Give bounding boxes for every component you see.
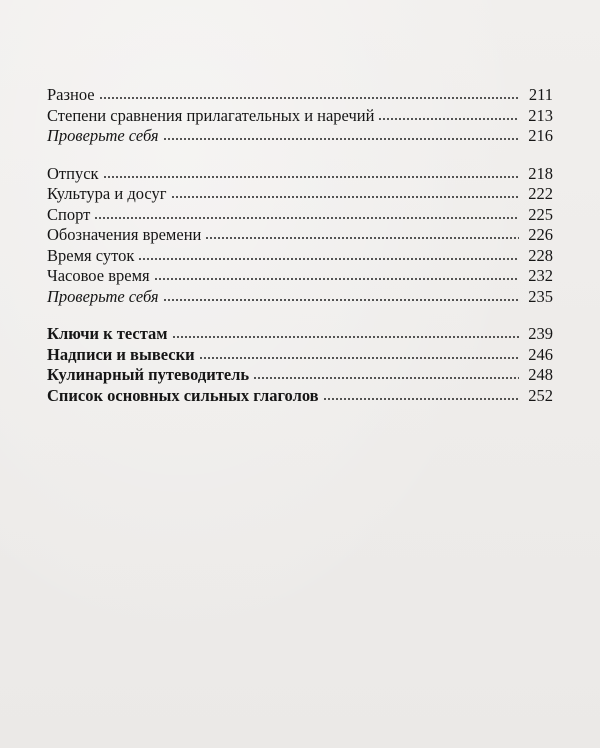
- toc-entry-title: Степени сравнения прилагательных и наречий: [47, 105, 375, 125]
- toc-entry-title: Часовое время: [47, 266, 150, 285]
- dot-leader: [138, 247, 519, 261]
- toc-entry-page: 226: [528, 225, 553, 244]
- toc-entry: [47, 85, 553, 106]
- toc-entry: [47, 386, 553, 407]
- dot-leader: [172, 325, 519, 339]
- dot-leader: [323, 387, 519, 401]
- toc-entry: [47, 266, 553, 287]
- toc-entry: [47, 225, 553, 246]
- dot-leader: [99, 86, 519, 100]
- toc-entry-title: Культура и досуг: [47, 184, 167, 203]
- toc-entry: [47, 345, 553, 366]
- toc-group-1: [47, 85, 553, 147]
- toc-group-3: [47, 324, 553, 406]
- toc-entry-page: 218: [528, 163, 553, 183]
- toc-entry-page: 248: [528, 365, 553, 384]
- toc-entry: [47, 106, 553, 127]
- toc-entry-page: 239: [528, 324, 553, 343]
- toc-entry-page: 213: [528, 105, 553, 125]
- dot-leader: [205, 226, 519, 240]
- toc-entry-title: Проверьте себя: [47, 286, 159, 306]
- dot-leader: [378, 107, 519, 121]
- toc-entry: [47, 164, 553, 185]
- toc-entry-page: 246: [528, 344, 553, 364]
- toc-entry: [47, 126, 553, 147]
- toc-entry-title: Проверьте себя: [47, 126, 159, 145]
- toc-entry: [47, 324, 553, 345]
- toc-entry: [47, 184, 553, 205]
- toc-group-2: [47, 164, 553, 308]
- table-of-contents: [47, 85, 553, 406]
- toc-entry-title: Надписи и вывески: [47, 344, 195, 364]
- toc-entry-title: Спорт: [47, 204, 91, 224]
- toc-entry-title: Кулинарный путеводитель: [47, 365, 250, 384]
- dot-leader: [103, 165, 519, 179]
- toc-entry-title: Список основных сильных глаголов: [47, 385, 319, 405]
- toc-entry-page: 228: [528, 245, 553, 265]
- toc-entry-title: Время суток: [47, 245, 135, 265]
- dot-leader: [154, 267, 519, 281]
- dot-leader: [163, 127, 519, 141]
- dot-leader: [199, 346, 519, 360]
- toc-entry-title: Ключи к тестам: [47, 324, 168, 343]
- toc-entry: [47, 365, 553, 386]
- dot-leader: [94, 206, 519, 220]
- toc-entry-page: 211: [528, 85, 553, 104]
- toc-entry: [47, 246, 553, 267]
- toc-entry-title: Обозначения времени: [47, 225, 202, 244]
- toc-entry-page: 222: [528, 184, 553, 203]
- toc-entry: [47, 287, 553, 308]
- toc-entry-page: 225: [528, 204, 553, 224]
- toc-entry-page: 216: [528, 126, 553, 145]
- dot-leader: [171, 185, 520, 199]
- toc-entry-page: 235: [528, 286, 553, 306]
- toc-entry-title: Отпуск: [47, 163, 99, 183]
- dot-leader: [253, 366, 519, 380]
- toc-entry-page: 252: [528, 385, 553, 405]
- toc-entry: [47, 205, 553, 226]
- toc-entry-title: Разное: [47, 85, 95, 104]
- dot-leader: [163, 288, 519, 302]
- toc-entry-page: 232: [528, 266, 553, 285]
